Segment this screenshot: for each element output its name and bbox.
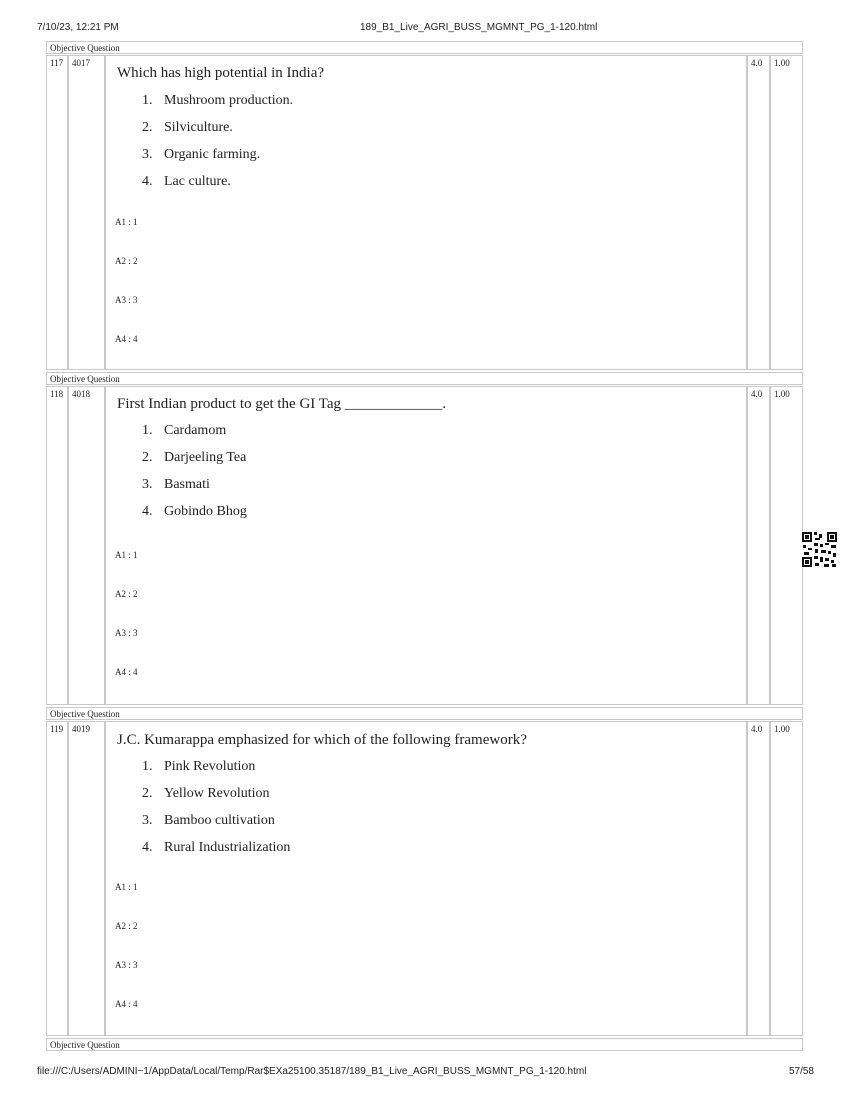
question-text: First Indian product to get the GI Tag _____________.: [117, 396, 447, 412]
question-type: Objective Question: [46, 372, 803, 385]
question-number: 119: [46, 721, 68, 1036]
question-id: 4019: [68, 721, 105, 1036]
question-id: 4018: [68, 386, 105, 705]
question-number: 117: [46, 55, 68, 370]
page-number: 57/58: [788, 1066, 814, 1077]
option: 2. Darjeeling Tea: [142, 450, 247, 465]
option: 2. Yellow Revolution: [142, 786, 270, 801]
option: 4. Rural Industrialization: [142, 840, 291, 855]
answer-key: A1 : 1: [115, 550, 138, 560]
question-marks: 4.0: [747, 386, 770, 705]
option: 3. Basmati: [142, 477, 210, 492]
answer-key: A3 : 3: [115, 960, 138, 970]
question-text: J.C. Kumarappa emphasized for which of the following framework?: [117, 732, 527, 748]
question-negative-marks: 1.00: [770, 721, 803, 1036]
question-negative-marks: 1.00: [770, 55, 803, 370]
answer-key: A3 : 3: [115, 628, 138, 638]
question-type: Objective Question: [46, 41, 803, 54]
answer-key: A3 : 3: [115, 295, 138, 305]
qr-code-icon: [801, 531, 838, 568]
question-block: [46, 41, 803, 370]
option: 3. Organic farming.: [142, 147, 261, 162]
question-type: Objective Question: [46, 1038, 803, 1051]
answer-key: A1 : 1: [115, 217, 138, 227]
print-filename: 189_B1_Live_AGRI_BUSS_MGMNT_PG_1-120.html: [360, 22, 598, 33]
option: 4. Gobindo Bhog: [142, 504, 247, 519]
answer-key: A2 : 2: [115, 256, 138, 266]
question-block: [46, 1038, 803, 1054]
option: 2. Silviculture.: [142, 120, 233, 135]
file-path: file:///C:/Users/ADMINI~1/AppData/Local/Temp/Rar$EXa25100.35187/189_B1_Live_AGRI_BUSS_MGMNT_PG_1-120.html: [37, 1066, 587, 1077]
question-block: [46, 372, 803, 705]
question-text: Which has high potential in India?: [117, 65, 325, 81]
answer-key: A4 : 4: [115, 334, 138, 344]
answer-key: A1 : 1: [115, 882, 138, 892]
question-type: Objective Question: [46, 707, 803, 720]
question-number: 118: [46, 386, 68, 705]
answer-key: A2 : 2: [115, 589, 138, 599]
question-id: 4017: [68, 55, 105, 370]
print-datetime: 7/10/23, 12:21 PM: [37, 22, 119, 33]
page-footer: [0, 1066, 850, 1080]
question-marks: 4.0: [747, 55, 770, 370]
question-marks: 4.0: [747, 721, 770, 1036]
page-header: [0, 22, 850, 36]
answer-key: A4 : 4: [115, 999, 138, 1009]
option: 1. Mushroom production.: [142, 93, 294, 108]
question-negative-marks: 1.00: [770, 386, 803, 705]
question-block: [46, 707, 803, 1036]
option: 1. Cardamom: [142, 423, 227, 438]
option: 1. Pink Revolution: [142, 759, 256, 774]
answer-key: A2 : 2: [115, 921, 138, 931]
option: 4. Lac culture.: [142, 174, 231, 189]
option: 3. Bamboo cultivation: [142, 813, 275, 828]
answer-key: A4 : 4: [115, 667, 138, 677]
